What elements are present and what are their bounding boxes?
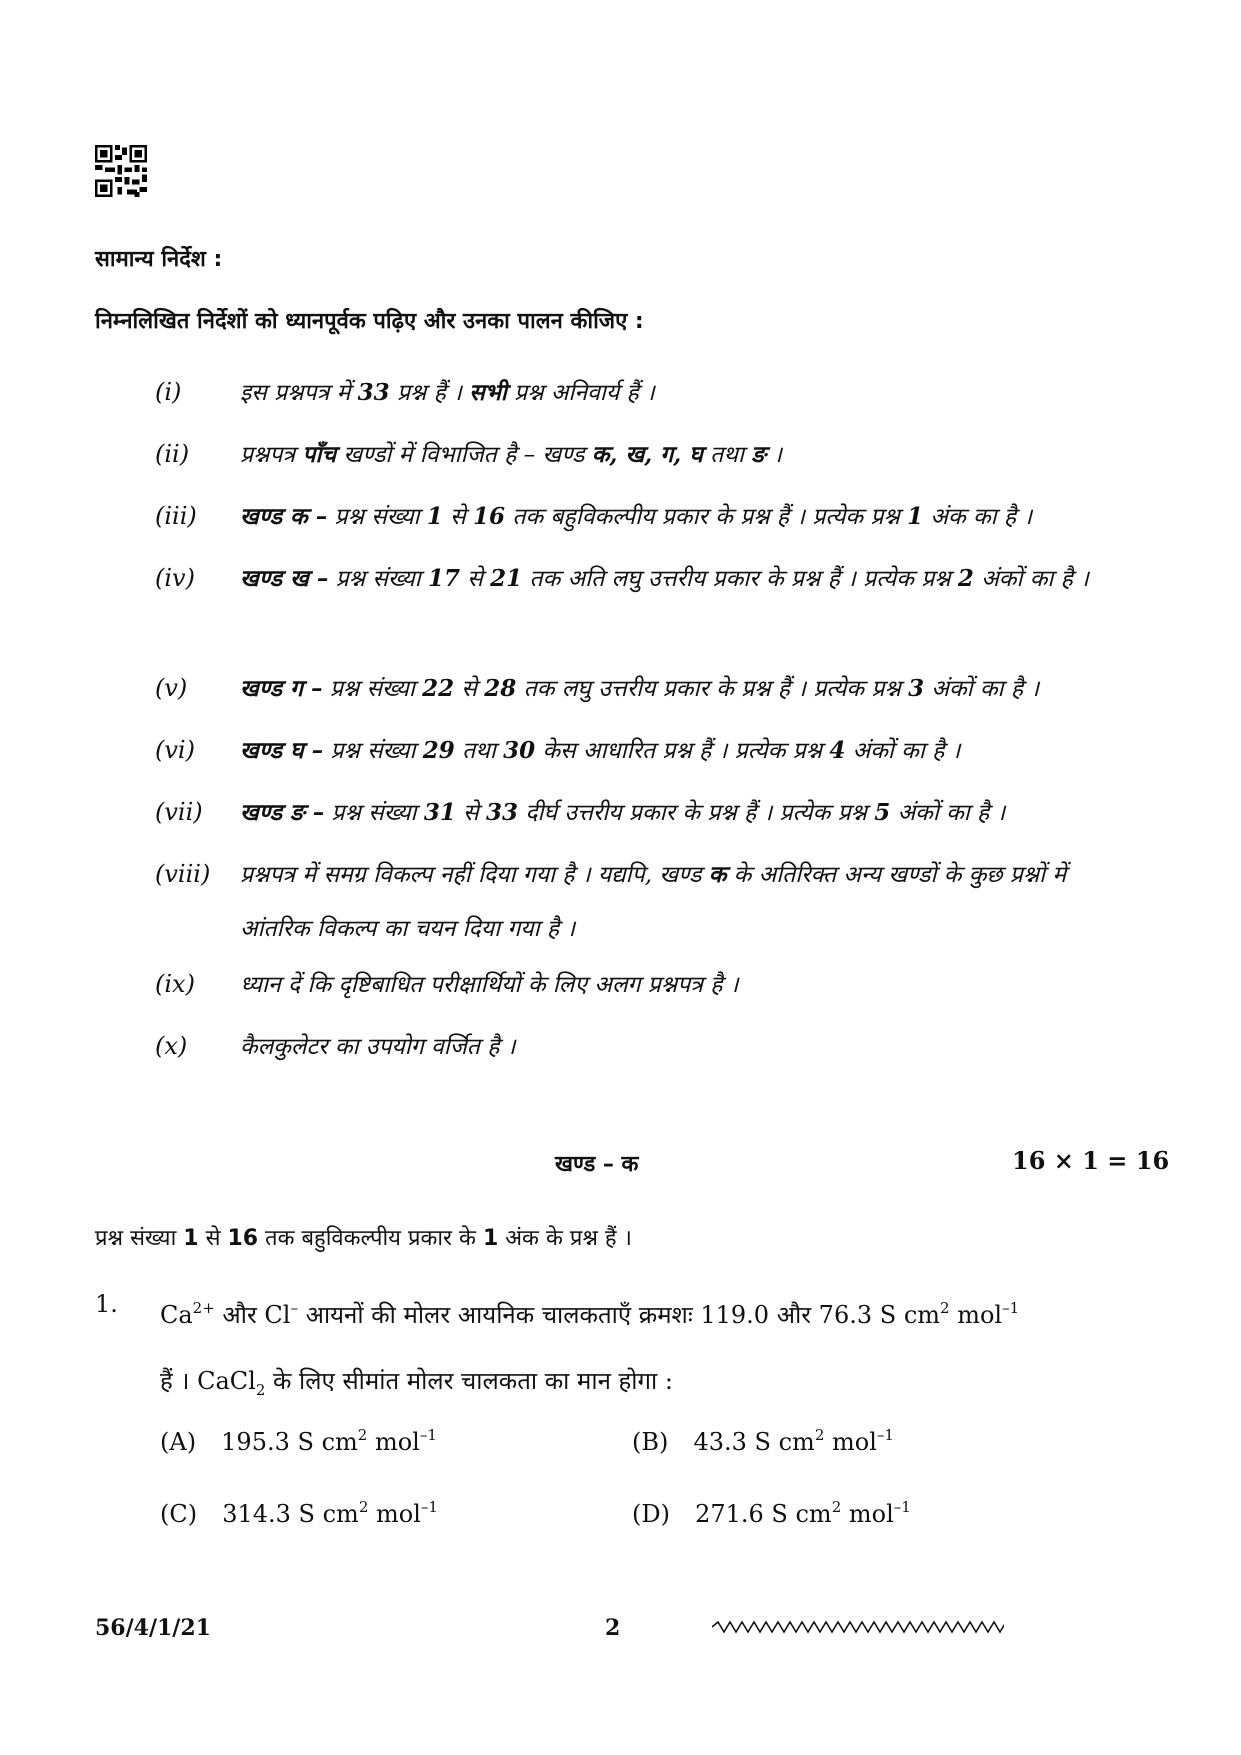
option-label: (C) xyxy=(160,1500,198,1528)
instruction-number: (x) xyxy=(155,1032,188,1060)
page-number: 2 xyxy=(605,1615,621,1641)
instruction-number: (v) xyxy=(155,674,188,702)
instruction-item: खण्ड घ – प्रश्न संख्या 29 तथा 30 केस आधारित प्रश्न हैं । प्रत्येक प्रश्न 4 अंकों का है । xyxy=(240,737,961,764)
instruction-number: (ii) xyxy=(155,440,190,468)
paper-code: 56/4/1/21 xyxy=(95,1615,211,1641)
option-value: 195.3 S $cm^2$ mol$^{-1}$ xyxy=(221,1426,437,1456)
instruction-number: (iv) xyxy=(155,564,195,592)
option-label: (B) xyxy=(632,1428,669,1456)
instruction-item: प्रश्नपत्र पाँच खण्डों में विभाजित है – खण्ड क, ख, ग, घ तथा ङ । xyxy=(240,441,782,468)
instruction-number: (i) xyxy=(155,378,182,406)
wave-line-icon xyxy=(712,1620,1004,1634)
instruction-item: इस प्रश्नपत्र में 33 प्रश्न हैं । सभी प्रश्न अनिवार्य हैं । xyxy=(240,379,655,406)
question-text: $Ca^{2+}$ और Cl– आयनों की मोलर आयनिक चालकताएँ क्रमशः 119.0 और 76.3 S $cm^2$ mol$^{-1}$ हैं । CaCl$_2$ के लिए सीमांत मोलर चालकता का मान होगा : xyxy=(160,1299,1020,1399)
instruction-number: (viii) xyxy=(155,860,211,888)
instruction-number: (ix) xyxy=(155,970,195,998)
instruction-number: (vii) xyxy=(155,798,203,826)
instruction-item: प्रश्नपत्र में समग्र विकल्प नहीं दिया गया है । यद्यपि, खण्ड क के अतिरिक्त अन्य खण्डों के कुछ प्रश्नों में आंतरिक विकल्प का चयन दिया गया है । xyxy=(240,861,1067,942)
option-b xyxy=(632,1428,894,1456)
instruction-item: ध्यान दें कि दृष्टिबाधित परीक्षार्थियों के लिए अलग प्रश्नपत्र है । xyxy=(240,972,739,998)
qr-code-icon xyxy=(95,145,147,197)
instruction-item: खण्ड ख – प्रश्न संख्या 17 से 21 तक अति लघु उत्तरीय प्रकार के प्रश्न हैं । प्रत्येक प्रश्न 2 अंकों का है । xyxy=(240,565,1089,592)
section-marks: 16 × 1 = 16 xyxy=(1012,1146,1170,1175)
option-value: 271.6 S $cm^2$ mol$^{-1}$ xyxy=(695,1498,911,1528)
option-a xyxy=(160,1428,437,1456)
option-value: 43.3 S $cm^2$ mol$^{-1}$ xyxy=(693,1426,894,1456)
instruction-item: कैलकुलेटर का उपयोग वर्जित है । xyxy=(240,1034,516,1060)
option-c xyxy=(160,1500,438,1528)
instruction-number: (vi) xyxy=(155,736,195,764)
question-number: 1. xyxy=(95,1290,118,1318)
instructions-subtitle: निम्नलिखित निर्देशों को ध्यानपूर्वक पढ़िए और उनका पालन कीजिए : xyxy=(95,309,644,334)
section-intro: प्रश्न संख्या 1 से 16 तक बहुविकल्पीय प्रकार के 1 अंक के प्रश्न हैं । xyxy=(95,1226,632,1251)
option-label: (D) xyxy=(632,1500,670,1528)
instructions-title: सामान्य निर्देश : xyxy=(95,247,223,272)
instruction-number: (iii) xyxy=(155,502,197,530)
instruction-item: खण्ड ग – प्रश्न संख्या 22 से 28 तक लघु उत्तरीय प्रकार के प्रश्न हैं । प्रत्येक प्रश्न 3 अंकों का है । xyxy=(240,675,1040,702)
instruction-item: खण्ड ङ – प्रश्न संख्या 31 से 33 दीर्घ उत्तरीय प्रकार के प्रश्न हैं । प्रत्येक प्रश्न 5 अंकों का है । xyxy=(240,799,1006,826)
option-label: (A) xyxy=(160,1428,197,1456)
section-title: खण्ड – क xyxy=(555,1152,639,1177)
instruction-item: खण्ड क – प्रश्न संख्या 1 से 16 तक बहुविकल्पीय प्रकार के प्रश्न हैं । प्रत्येक प्रश्न 1 अंक का है । xyxy=(240,503,1033,530)
option-value: 314.3 S $cm^2$ mol$^{-1}$ xyxy=(222,1498,438,1528)
option-d xyxy=(632,1500,911,1528)
